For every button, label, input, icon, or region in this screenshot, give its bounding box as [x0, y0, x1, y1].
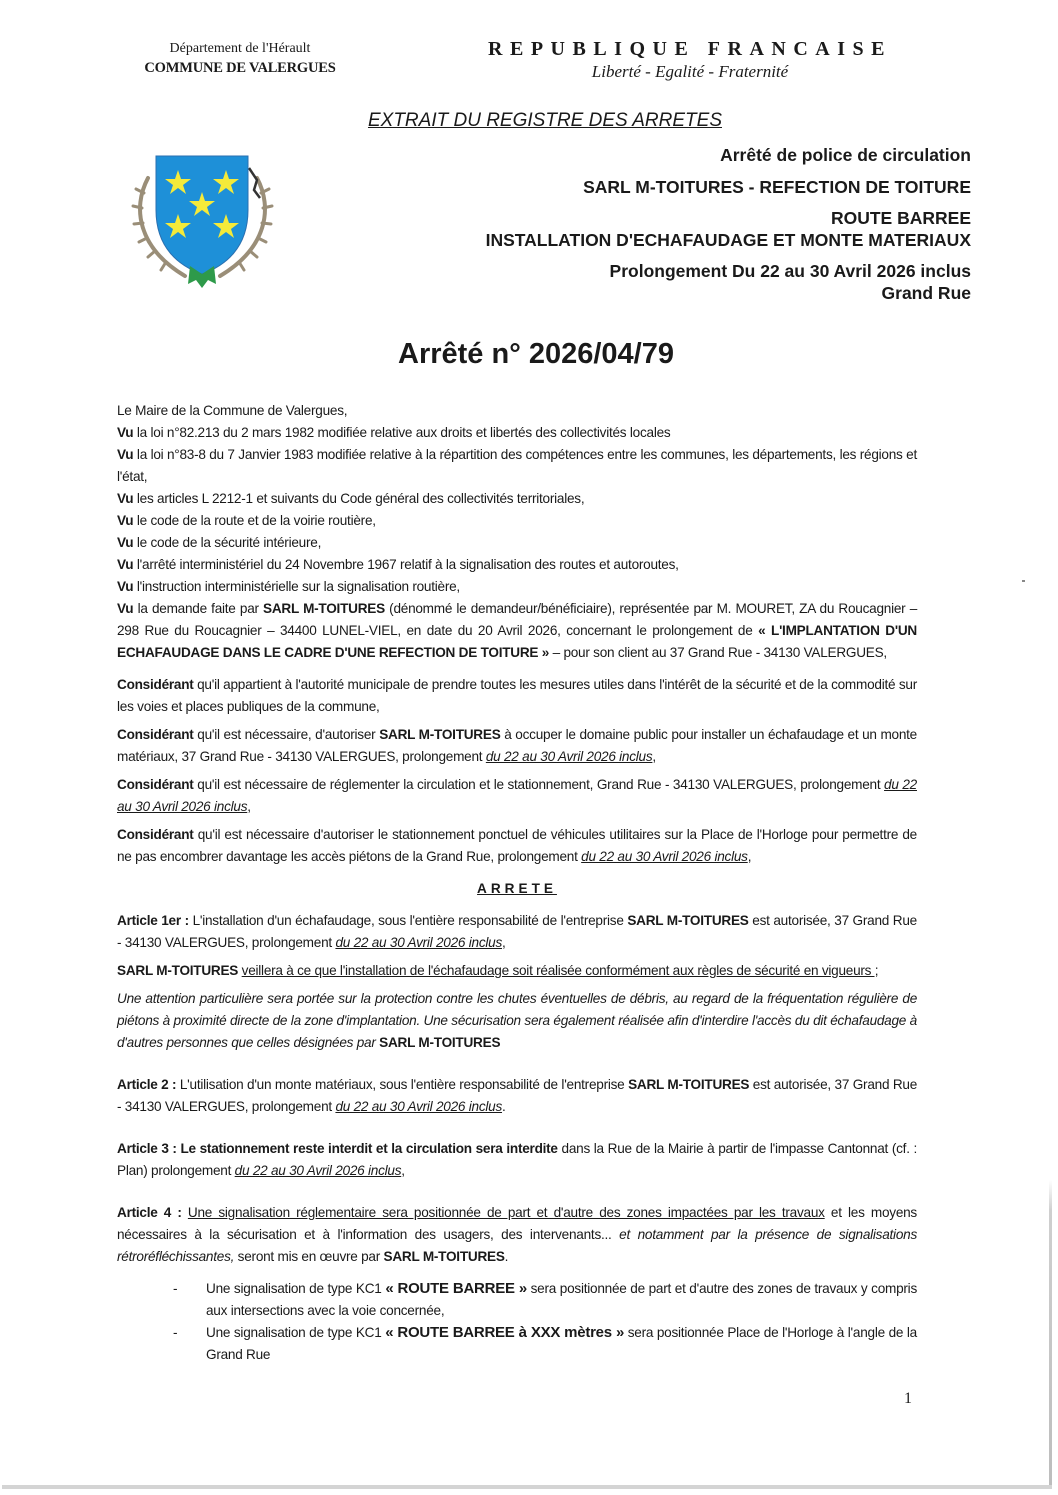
- republic-title: REPUBLIQUE FRANCAISE: [488, 38, 892, 60]
- signage-item: - Une signalisation de type KC1 « ROUTE BARREE à XXX mètres » sera positionnée Place de l'Horloge à l'angle de la Grand Rue: [173, 1324, 917, 1362]
- page-number: 1: [904, 1390, 912, 1407]
- vu-item: Vu l'instruction interministérielle sur la signalisation routière,: [117, 579, 460, 594]
- issuer-header: [100, 40, 380, 78]
- order-installation: INSTALLATION D'ECHAFAUDAGE ET MONTE MATERIAUX: [485, 230, 971, 250]
- order-location: Grand Rue: [881, 283, 971, 303]
- article-4: Article 4 : Une signalisation réglementaire sera positionnée de part et d'autre des zones impactées par les travaux et les moyens nécessaires à la sécurisation et à l'information des usagers, des intervenants... et notamment par la présence de signalisations rétroréfléchissantes, seront mis en œuvre par SARL M-TOITURES.: [117, 1205, 917, 1264]
- order-company-line: SARL M-TOITURES - REFECTION DE TOITURE: [583, 177, 971, 197]
- order-period: Prolongement Du 22 au 30 Avril 2026 inclus: [609, 261, 971, 281]
- extract-title: EXTRAIT DU REGISTRE DES ARRETES: [367, 110, 722, 131]
- article-1-safety: SARL M-TOITURES veillera à ce que l'installation de l'échafaudage soit réalisée conformément aux règles de sécurité en vigueurs ;: [117, 963, 879, 978]
- article-1-protection: Une attention particulière sera portée sur la protection contre les chutes éventuelles de débris, au regard de la fréquentation régulière de piétons à proximité directe de la zone d'implantation. Une sécurisation sera également réalisée afin d'interdire l'accès du dit échafaudage à d'autres personnes que celles désignées par SARL M-TOITURES: [117, 991, 917, 1050]
- mayor-intro: Le Maire de la Commune de Valergues,: [117, 403, 348, 418]
- considerant-item: Considérant qu'il est nécessaire, d'autoriser SARL M-TOITURES à occuper le domaine public pour installer un échafaudage et un monte matériaux, 37 Grand Rue - 34130 VALERGUES, prolongement du 22 au 30 Avril 2026 inclus,: [117, 727, 917, 764]
- republic-motto: Liberté - Egalité - Fraternité: [591, 62, 789, 81]
- coat-of-arms-icon: [130, 148, 275, 290]
- scan-edge-bottom: [2, 1485, 1052, 1489]
- considerant-item: Considérant qu'il est nécessaire de réglementer la circulation et le stationnement, Grand Rue - 34130 VALERGUES, prolongement du 22 au 30 Avril 2026 inclus,: [117, 777, 917, 814]
- considerant-item: Considérant qu'il est nécessaire d'autoriser le stationnement ponctuel de véhicules utilitaires sur la Place de l'Horloge pour permettre de ne pas encombrer davantage les accès piétons de la Grand Rue, prolongement du 22 au 30 Avril 2026 inclus,: [117, 827, 917, 864]
- order-type: Arrêté de police de circulation: [720, 145, 971, 165]
- article-1: Article 1er : L'installation d'un échafaudage, sous l'entière responsabilité de l'entreprise SARL M-TOITURES est autorisée, 37 Grand Rue - 34130 VALERGUES, prolongement du 22 au 30 Avril 2026 inclus,: [117, 913, 917, 950]
- vu-demande: Vu la demande faite par SARL M-TOITURES (dénommé le demandeur/bénéficiaire), représentée par M. MOURET, ZA du Roucagnier – 298 Rue du Roucagnier – 34400 LUNEL-VIEL, en date du 20 Avril 2026, concernant le prolongement de « L'IMPLANTATION D'UN ECHAFAUDAGE DANS LE CADRE D'UNE REFECTION DE TOITURE » – pour son client au 37 Grand Rue - 34130 VALERGUES,: [117, 601, 917, 660]
- article-3: Article 3 : Le stationnement reste interdit et la circulation sera interdite dans la Rue de la Mairie à partir de l'impasse Cantonnat (cf. : Plan) prolongement du 22 au 30 Avril 2026 inclus,: [117, 1141, 918, 1178]
- order-title-block: [351, 144, 971, 304]
- department-label: Département de l'Hérault: [169, 41, 311, 56]
- vu-item: Vu la loi n°82.213 du 2 mars 1982 modifiée relative aux droits et libertés des collectivités locales: [117, 425, 671, 440]
- period-text: du 22 au 30 Avril 2026 inclus: [117, 777, 917, 814]
- vu-item: Vu la loi n°83-8 du 7 Janvier 1983 modifiée relative à la répartition des compétences entre les communes, les départements, les régions et l'état,: [117, 447, 917, 484]
- scan-edge-right: [1049, 1180, 1052, 1485]
- shield-shape: [156, 156, 248, 274]
- commune-label: COMMUNE DE VALERGUES: [144, 60, 336, 76]
- period-text: du 22 au 30 Avril 2026 inclus: [581, 849, 748, 864]
- vu-item: Vu le code de la sécurité intérieure,: [117, 535, 322, 550]
- order-body: [117, 400, 917, 1366]
- order-road-status: ROUTE BARREE: [830, 208, 971, 228]
- signage-list: [117, 1278, 917, 1366]
- arrete-heading: ARRETE: [477, 881, 557, 896]
- article-2: Article 2 : L'utilisation d'un monte matériaux, sous l'entière responsabilité de l'entreprise SARL M-TOITURES est autorisée, 37 Grand Rue - 34130 VALERGUES, prolongement du 22 au 30 Avril 2026 inclus.: [117, 1077, 918, 1114]
- republic-header: [410, 36, 970, 82]
- period-text: du 22 au 30 Avril 2026 inclus: [335, 935, 503, 950]
- signage-item: - Une signalisation de type KC1 « ROUTE BARREE » sera positionnée de part et d'autre des zones de travaux y compris aux intersections avec la voie concernée,: [173, 1280, 917, 1318]
- period-text: du 22 au 30 Avril 2026 inclus: [485, 749, 653, 764]
- period-text: du 22 au 30 Avril 2026 inclus: [335, 1099, 503, 1114]
- considerant-item: Considérant qu'il appartient à l'autorité municipale de prendre toutes les mesures utiles dans l'intérêt de la sécurité et de la commodité sur les voies et places publiques de la commune,: [117, 677, 917, 714]
- period-text: du 22 au 30 Avril 2026 inclus: [234, 1163, 402, 1178]
- scan-artifact: [1022, 580, 1025, 582]
- order-number: Arrêté n° 2026/04/79: [398, 338, 674, 370]
- vu-item: Vu l'arrêté interministériel du 24 Novembre 1967 relatif à la signalisation des routes et autoroutes,: [117, 557, 679, 572]
- vu-item: Vu les articles L 2212-1 et suivants du Code général des collectivités territoriales,: [117, 491, 585, 506]
- vu-item: Vu le code de la route et de la voirie routière,: [117, 513, 376, 528]
